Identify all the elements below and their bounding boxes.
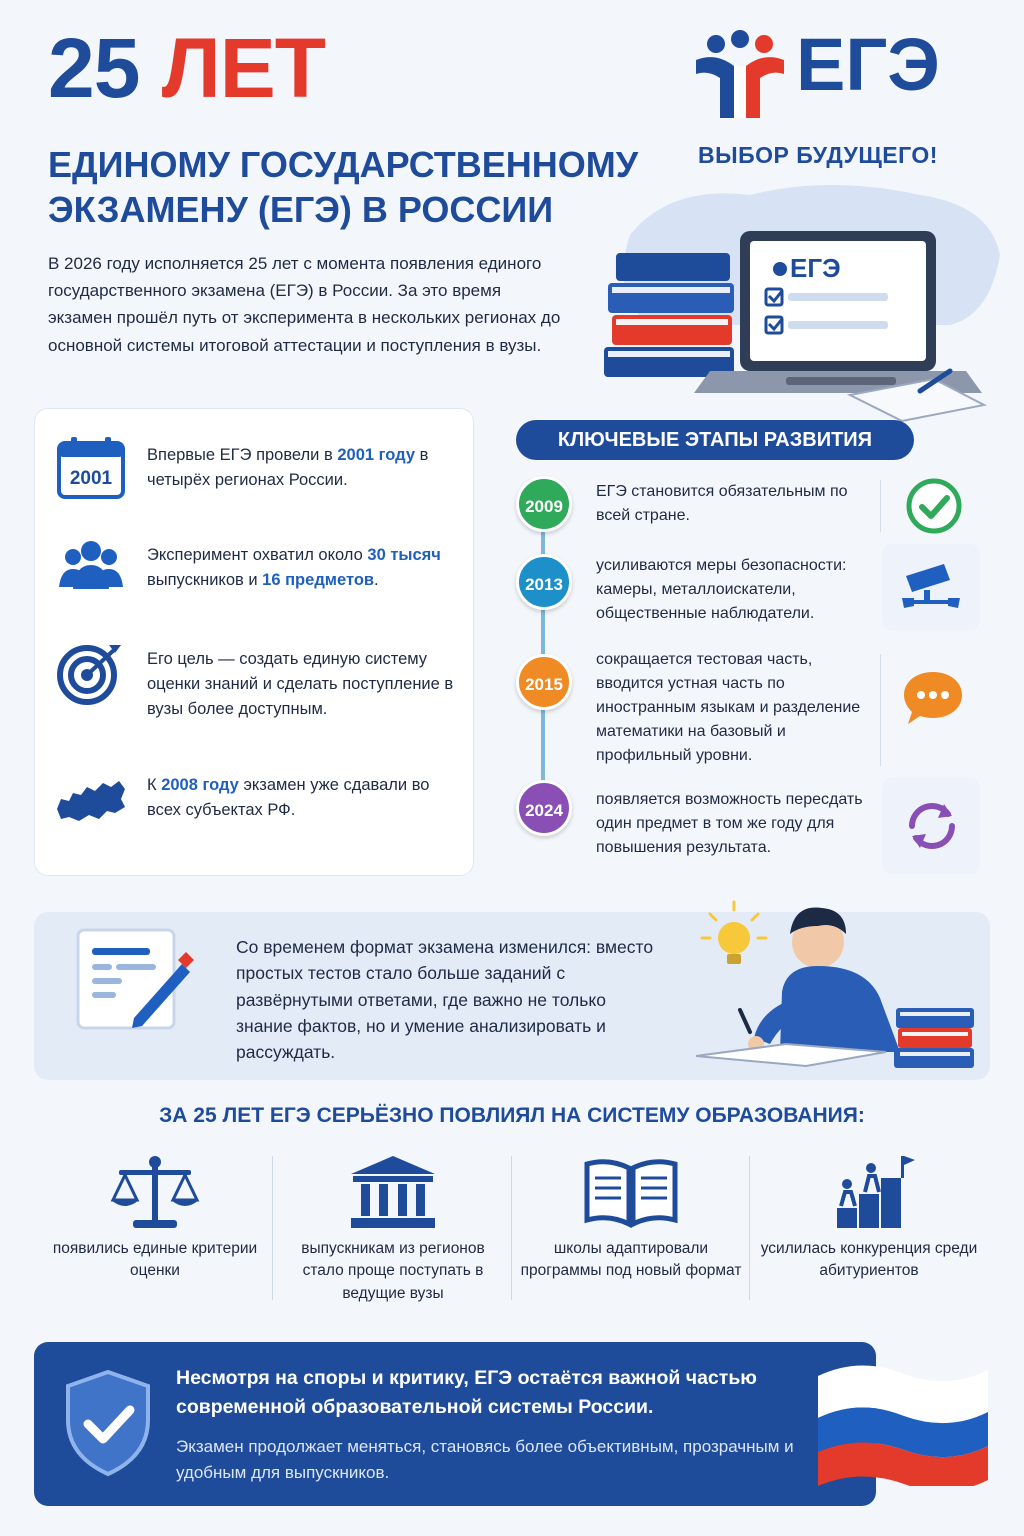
title-word: ЛЕТ (161, 21, 326, 115)
scales-icon (105, 1154, 205, 1230)
timeline-year-badge: 2024 (516, 780, 572, 836)
timeline-item-text: ЕГЭ становится обязательным по всей стране. (596, 483, 848, 524)
subtitle-line-2: ЭКЗАМЕНУ (ЕГЭ) В РОССИИ (48, 189, 554, 230)
fact-text: Его цель — создать единую систему оценки знаний и сделать поступление в вузы более доступным. (147, 650, 454, 718)
open-book-icon (581, 1154, 681, 1230)
timeline-icon-tile (882, 544, 980, 630)
impact-caption: появились единые критерии оценки (52, 1240, 258, 1280)
impact-caption: усилилась конкуренция среди абитуриентов (760, 1240, 978, 1280)
fact-text-part: Эксперимент охватил около (147, 546, 368, 564)
impact-item (36, 1150, 274, 1306)
title-number: 25 (48, 21, 140, 115)
conclusion-sub-text: Экзамен продолжает меняться, становясь более объективным, прозрачным и удобным для выпускников. (176, 1437, 794, 1482)
podium-climb-icon (819, 1154, 919, 1230)
calendar-label: 2001 (69, 468, 113, 489)
fact-highlight: 30 тысяч (367, 546, 441, 564)
impact-caption: выпускникам из регионов стало проще поступать в ведущие вузы (301, 1240, 485, 1302)
student-writing-illustration (690, 882, 980, 1078)
impact-caption: школы адаптировали программы под новый формат (520, 1240, 742, 1280)
university-icon (343, 1154, 443, 1230)
logo-text: ЕГЭ (796, 23, 940, 106)
laptop-screen-logo: ЕГЭ (790, 253, 841, 283)
calendar-icon (55, 435, 127, 499)
conclusion-bold-text: Несмотря на споры и критику, ЕГЭ остаётся важной частью современной образовательной системы России. (176, 1367, 757, 1419)
timeline-item-text: появляется возможность пересдать один предмет в том же году для повышения результата. (596, 791, 863, 856)
fact-text (147, 443, 467, 493)
timeline-title: КЛЮЧЕВЫЕ ЭТАПЫ РАЗВИТИЯ (516, 420, 914, 460)
impact-title: ЗА 25 ЛЕТ ЕГЭ СЕРЬЁЗНО ПОВЛИЯЛ НА СИСТЕМУ ОБРАЗОВАНИЯ: (159, 1104, 865, 1127)
facts-card (34, 408, 474, 876)
fact-text-part: . (374, 570, 379, 589)
subtitle-line-1: ЕДИНОМУ ГОСУДАРСТВЕННОМУ (48, 144, 639, 185)
impact-item (750, 1150, 988, 1306)
format-change-text: Со временем формат экзамена изменился: вместо простых тестов стало больше заданий с развёрнутыми ответами, где важно не только знание фактов, но и умение анализировать и рассуждать. (236, 937, 654, 1062)
fact-highlight: 2001 году (337, 446, 416, 464)
logo-slogan: ВЫБОР БУДУЩЕГО! (698, 142, 938, 168)
timeline-year-badge: 2013 (516, 554, 572, 610)
timeline-item-text: сокращается тестовая часть, вводится устная часть по иностранным языкам и разделение математики на базовый и профильный уровни. (596, 651, 861, 764)
timeline-year-badge: 2015 (516, 654, 572, 710)
refresh-icon (902, 796, 962, 856)
timeline-item-text: усиливаются меры безопасности: камеры, металлоискатели, общественные наблюдатели. (596, 557, 847, 622)
fact-text-part: в четырёх регионах России. (147, 446, 429, 489)
intro-paragraph: В 2026 году исполняется 25 лет с момента появления единого государственного экзамена (ЕГЭ) в России. За это время экзамен прошёл путь от эксперимента в нескольких регионах до основной системы итоговой аттестации и поступления в вузы. (48, 254, 561, 355)
shield-check-icon (60, 1368, 156, 1478)
timeline-year-badge: 2009 (516, 476, 572, 532)
fact-text-part: экзамен уже сдавали во всех субъектах РФ. (147, 776, 430, 819)
fact-text (147, 543, 467, 593)
impact-item (512, 1150, 750, 1306)
impact-divider (272, 1156, 273, 1300)
fact-highlight: 2008 году (161, 776, 239, 794)
timeline-separator (880, 654, 881, 766)
page-title (48, 21, 326, 115)
fact-text-part: выпускников и (147, 570, 263, 589)
laptop-books-illustration (590, 165, 1010, 435)
fact-highlight: 16 предметов (262, 570, 375, 589)
timeline-separator (880, 480, 881, 532)
russian-flag-icon (814, 1346, 992, 1486)
ege-logo-icon (690, 30, 790, 120)
document-pencil-icon (74, 924, 194, 1034)
russia-map-icon (55, 769, 127, 833)
fact-text-part: К (147, 776, 162, 794)
security-camera-icon (898, 562, 964, 612)
target-icon (55, 641, 127, 705)
check-circle-icon (904, 476, 964, 536)
impact-item (274, 1150, 512, 1306)
fact-text-part: Впервые ЕГЭ провели в (147, 446, 338, 464)
speech-bubble-icon (902, 668, 964, 728)
fact-text (147, 773, 467, 823)
timeline-icon-tile (882, 778, 980, 874)
people-icon (55, 535, 127, 599)
